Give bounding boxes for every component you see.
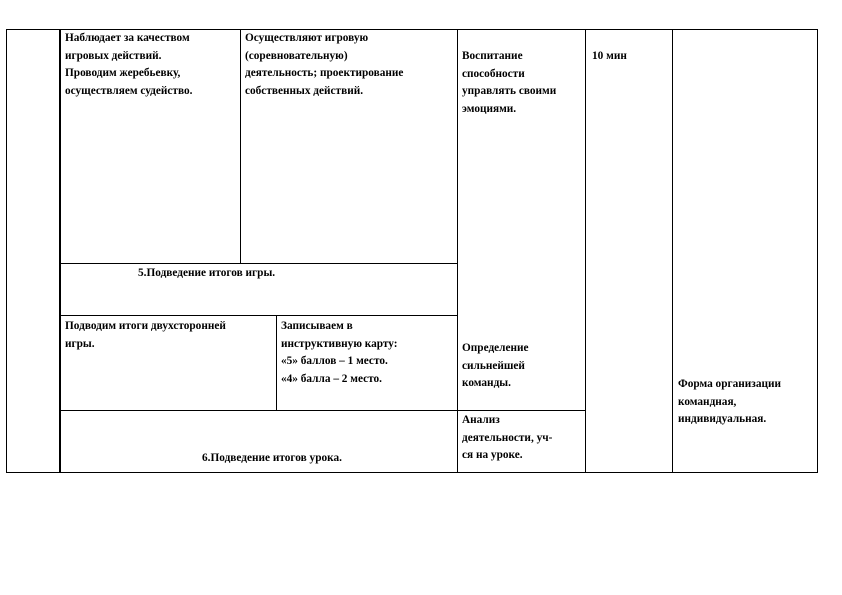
col-divider-3 [457, 29, 458, 473]
table-left-border [6, 29, 7, 473]
goal-cell-2: Определение сильнейшей команды. [462, 342, 529, 389]
stage-6-heading: 6.Подведение итогов урока. [202, 452, 342, 464]
student-activity-cell-1: Осуществляют игровую (соревновательную) деятельность; проектирование собственных действий. [245, 32, 404, 97]
row-divider-stage5-bottom [60, 315, 457, 316]
goal-cell-3: Анализ деятельности, уч- ся на уроке. [462, 414, 553, 461]
table-bottom-border [6, 472, 818, 473]
student-activity-cell-2: Записываем в инструктивную карту: «5» баллов – 1 место. «4» балла – 2 место. [281, 320, 398, 385]
col-divider-1 [59, 29, 61, 473]
teacher-activity-cell-1: Наблюдает за качеством игровых действий. Проводим жеребьевку, осуществляем судейство. [65, 32, 193, 97]
goal-cell-1: Воспитание способности управлять своими эмоциями. [462, 50, 557, 115]
col-divider-2 [240, 29, 241, 263]
org-form-cell: Форма организации командная, индивидуальная. [678, 378, 781, 425]
time-cell: 10 мин [592, 50, 627, 62]
row-divider-stage5-top [60, 263, 457, 264]
table-right-border [817, 29, 818, 473]
col-divider-5 [672, 29, 673, 473]
col-divider-4 [585, 29, 586, 473]
stage-5-heading: 5.Подведение итогов игры. [138, 267, 276, 279]
col-divider-2b [276, 315, 277, 410]
row-divider-stage6-top [60, 410, 585, 411]
teacher-activity-cell-2: Подводим итоги двухсторонней игры. [65, 320, 226, 350]
